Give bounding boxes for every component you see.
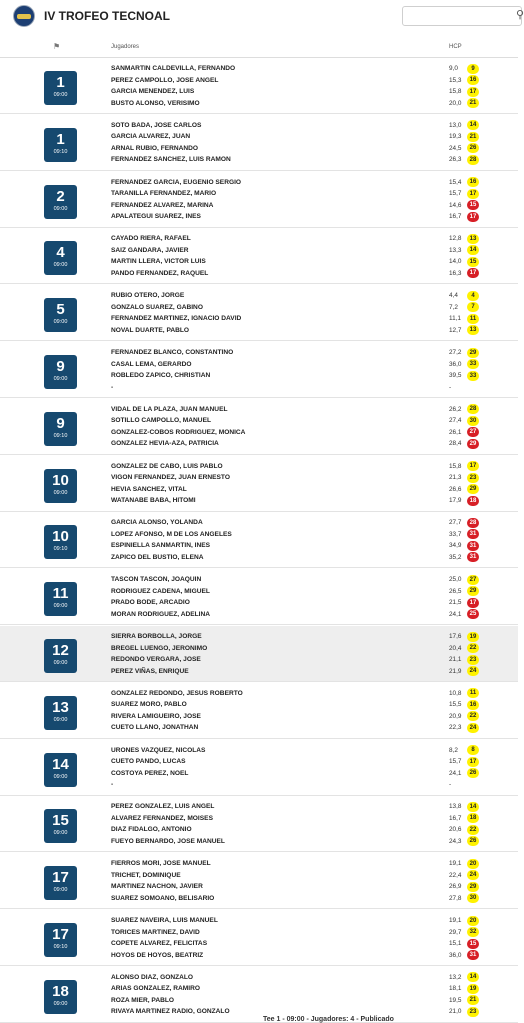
- playing-handicap-badge: 17: [467, 598, 479, 608]
- player-name: ALONSO DIAZ, GONZALO: [111, 973, 194, 981]
- player-name: -: [111, 383, 114, 391]
- player-hcp: 26,3: [449, 156, 462, 164]
- player-name: FIERROS MORI, JOSE MANUEL: [111, 860, 211, 868]
- tee-time: 09:00: [53, 1000, 68, 1007]
- player-name: FERNANDEZ MARTINEZ, IGNACIO DAVID: [111, 315, 242, 323]
- player-hcp: 19,1: [449, 917, 462, 924]
- tee-badge: [44, 469, 77, 503]
- tee-group[interactable]: [0, 683, 518, 739]
- tee-time: 09:00: [53, 376, 68, 382]
- tee-badge: [44, 753, 77, 787]
- playing-handicap-badge: 26: [467, 836, 479, 846]
- player-hcp: 7,2: [449, 303, 458, 311]
- tee-number: 14: [52, 755, 69, 773]
- player-hcp: 15,5: [449, 701, 462, 709]
- playing-handicap-badge: 13: [467, 325, 479, 335]
- player-name: ZAPICO DEL BUSTIO, ELENA: [111, 553, 204, 561]
- tee-number: 1: [56, 130, 65, 148]
- tee-badge: [44, 980, 77, 1014]
- player-hcp: 24,1: [449, 610, 462, 618]
- playing-handicap-badge: 24: [467, 870, 479, 880]
- playing-handicap-badge: 29: [467, 586, 479, 596]
- player-hcp: 19,5: [449, 996, 462, 1004]
- tee-time: 09:10: [53, 432, 68, 439]
- player-hcp: 12,7: [449, 326, 462, 334]
- tee-group[interactable]: [0, 853, 518, 909]
- player-hcp: 27,8: [449, 894, 462, 902]
- tee-badge: [44, 128, 77, 162]
- tee-time: 09:00: [53, 603, 68, 610]
- player-hcp: 29,7: [449, 928, 462, 936]
- tee-time: 09:00: [53, 716, 68, 723]
- player-hcp: 16,7: [449, 814, 462, 822]
- player-hcp: 21,1: [449, 656, 462, 663]
- playing-handicap-badge: 26: [467, 768, 479, 778]
- player-hcp: 21,0: [449, 1008, 462, 1016]
- player-hcp: 28,4: [449, 440, 462, 448]
- playing-handicap-badge: 20: [467, 916, 479, 926]
- player-hcp: 26,9: [449, 883, 462, 891]
- player-hcp: 8,2: [449, 746, 458, 754]
- tee-time: 09:00: [53, 660, 68, 666]
- player-name: BUSTO ALONSO, VERISIMO: [111, 99, 200, 107]
- player-name: MARTIN LLERA, VICTOR LUIS: [111, 258, 206, 266]
- player-hcp: -: [449, 383, 452, 391]
- tee-badge: [44, 923, 77, 957]
- tee-number: 10: [52, 528, 69, 546]
- playing-handicap-badge: 8: [467, 745, 479, 755]
- player-hcp: 12,8: [449, 235, 462, 243]
- tee-number: 2: [56, 187, 65, 205]
- playing-handicap-badge: 20: [467, 859, 479, 869]
- tee-number: 9: [56, 358, 65, 375]
- player-hcp: 14,6: [449, 201, 462, 209]
- playing-handicap-badge: 25: [467, 609, 479, 619]
- tee-badge: [44, 298, 77, 332]
- player-hcp: 26,2: [449, 405, 462, 413]
- player-hcp: 16,3: [449, 269, 462, 277]
- tee-group[interactable]: [0, 285, 518, 341]
- player-hcp: 13,8: [449, 803, 462, 811]
- tee-number: 13: [52, 698, 69, 716]
- player-name: FERNANDEZ ALVAREZ, MARINA: [111, 201, 214, 209]
- player-name: RODRIGUEZ CADENA, MIGUEL: [111, 587, 210, 595]
- player-name: SAIZ GANDARA, JAVIER: [111, 246, 189, 254]
- player-name: ROBLEDO ZAPICO, CHRISTIAN: [111, 372, 211, 379]
- playing-handicap-badge: 28: [467, 155, 479, 165]
- tee-number: 11: [52, 585, 69, 603]
- player-hcp: 34,9: [449, 542, 462, 550]
- tee-group[interactable]: [0, 58, 518, 114]
- player-hcp: 15,7: [449, 190, 462, 198]
- playing-handicap-badge: 21: [467, 98, 479, 108]
- player-name: MORAN RODRIGUEZ, ADELINA: [111, 610, 211, 618]
- player-name: GONZALEZ REDONDO, JESUS ROBERTO: [111, 689, 243, 697]
- player-hcp: 36,0: [449, 951, 462, 959]
- player-name: RUBIO OTERO, JORGE: [111, 292, 185, 300]
- tee-badge: [44, 185, 77, 219]
- playing-handicap-badge: 24: [467, 666, 479, 676]
- tee-group[interactable]: [0, 569, 518, 625]
- playing-handicap-badge: 33: [467, 371, 479, 381]
- player-name: REDONDO VERGARA, JOSE: [111, 656, 201, 663]
- page-title: IV TROFEO TECNOAL: [44, 9, 170, 23]
- playing-handicap-badge: 13: [467, 234, 479, 244]
- tee-badge: [44, 355, 77, 389]
- player-name: TARANILLA FERNANDEZ, MARIO: [111, 190, 217, 198]
- player-hcp: 17,9: [449, 497, 462, 505]
- tee-badge: [44, 809, 77, 843]
- player-hcp: 14,0: [449, 258, 462, 266]
- player-hcp: 36,0: [449, 360, 462, 368]
- player-name: COSTOYA PEREZ, NOEL: [111, 769, 189, 777]
- playing-handicap-badge: 33: [467, 359, 479, 369]
- player-name: FUEYO BERNARDO, JOSE MANUEL: [111, 837, 225, 845]
- player-name: GONZALEZ DE CABO, LUIS PABLO: [111, 462, 223, 470]
- player-hcp: 16,7: [449, 213, 462, 221]
- tee-group[interactable]: [0, 796, 518, 852]
- tee-badge: [44, 582, 77, 616]
- player-hcp: 24,1: [449, 769, 462, 777]
- player-name: SUAREZ MORO, PABLO: [111, 701, 187, 709]
- column-header-jugadores: Jugadores: [111, 44, 140, 50]
- playing-handicap-badge: 11: [467, 314, 479, 324]
- player-hcp: 15,3: [449, 76, 462, 84]
- search-icon[interactable]: ⚲: [516, 9, 524, 21]
- column-header-row: [0, 34, 518, 58]
- player-hcp: 20,9: [449, 712, 462, 720]
- player-name: NOVAL DUARTE, PABLO: [111, 326, 190, 334]
- playing-handicap-badge: 7: [467, 302, 479, 312]
- playing-handicap-badge: 22: [467, 711, 479, 721]
- playing-handicap-badge: 17: [467, 87, 479, 97]
- playing-handicap-badge: 15: [467, 257, 479, 267]
- playing-handicap-badge: 22: [467, 643, 479, 653]
- player-name: RIVAYA MARTINEZ RADIO, GONZALO: [111, 1008, 230, 1016]
- player-name: HEVIA SANCHEZ, VITAL: [111, 485, 187, 493]
- player-name: GONZALO SUAREZ, GABINO: [111, 303, 203, 311]
- player-name: GARCIA ALONSO, YOLANDA: [111, 519, 203, 527]
- tee-number: 17: [52, 869, 69, 887]
- player-hcp: 33,7: [449, 530, 462, 538]
- player-hcp: 26,6: [449, 485, 462, 493]
- playing-handicap-badge: 14: [467, 802, 479, 812]
- playing-handicap-badge: 15: [467, 939, 479, 949]
- tee-time: 09:10: [53, 148, 68, 155]
- player-name: TRICHET, DOMINIQUE: [111, 871, 181, 879]
- player-hcp: 21,5: [449, 599, 462, 607]
- tee-time: 09:00: [53, 262, 68, 269]
- player-hcp: 10,8: [449, 689, 462, 697]
- player-hcp: -: [449, 781, 452, 789]
- playing-handicap-badge: 17: [467, 461, 479, 471]
- player-name: SUAREZ SOMOANO, BELISARIO: [111, 894, 215, 902]
- playing-handicap-badge: 27: [467, 427, 479, 437]
- playing-handicap-badge: 30: [467, 893, 479, 903]
- flag-icon: ⚑: [53, 42, 61, 51]
- tee-group[interactable]: [0, 626, 518, 682]
- player-name: TORICES MARTINEZ, DAVID: [111, 928, 200, 936]
- playing-handicap-badge: 24: [467, 723, 479, 733]
- playing-handicap-badge: 23: [467, 1007, 479, 1017]
- tee-group[interactable]: [0, 115, 518, 171]
- tee-number: 12: [52, 642, 69, 659]
- player-hcp: 15,1: [449, 940, 462, 947]
- tee-time: 09:00: [53, 205, 68, 212]
- tee-group[interactable]: [0, 456, 518, 512]
- search-input[interactable]: [402, 6, 522, 26]
- tee-number: 18: [52, 982, 69, 1000]
- tee-time: 09:10: [53, 546, 68, 553]
- player-hcp: 24,5: [449, 144, 462, 152]
- tee-badge: [44, 696, 77, 730]
- tee-time: 09:00: [53, 92, 68, 98]
- player-name: CAYADO RIERA, RAFAEL: [111, 235, 191, 243]
- playing-handicap-badge: 30: [467, 416, 479, 426]
- club-logo-icon: [13, 5, 35, 27]
- playing-handicap-badge: 15: [467, 200, 479, 210]
- player-name: PEREZ GONZALEZ, LUIS ANGEL: [111, 803, 215, 811]
- playing-handicap-badge: 21: [467, 132, 479, 142]
- player-hcp: 26,1: [449, 428, 462, 436]
- player-hcp: 18,1: [449, 985, 462, 993]
- playing-handicap-badge: 31: [467, 529, 479, 539]
- tee-number: 17: [52, 926, 69, 943]
- player-hcp: 15,7: [449, 758, 462, 766]
- player-name: URONES VAZQUEZ, NICOLAS: [111, 746, 206, 754]
- playing-handicap-badge: 27: [467, 575, 479, 585]
- player-name: PRADO BODE, ARCADIO: [111, 599, 190, 607]
- player-hcp: 22,3: [449, 724, 462, 732]
- player-name: ROZA MIER, PABLO: [111, 996, 175, 1004]
- player-name: GARCIA ALVAREZ, JUAN: [111, 133, 191, 141]
- tee-group[interactable]: [0, 967, 518, 1023]
- player-name: CUETO PANDO, LUCAS: [111, 758, 186, 766]
- playing-handicap-badge: 17: [467, 268, 479, 278]
- tee-badge: [44, 525, 77, 559]
- tee-time: 09:00: [53, 773, 68, 780]
- player-name: FERNANDEZ BLANCO, CONSTANTINO: [111, 349, 234, 356]
- player-hcp: 19,1: [449, 860, 462, 868]
- playing-handicap-badge: 17: [467, 757, 479, 767]
- player-name: SOTILLO CAMPOLLO, MANUEL: [111, 417, 211, 425]
- tee-badge: [44, 639, 77, 673]
- player-hcp: 13,3: [449, 246, 462, 254]
- column-header-hcp: HCP: [449, 44, 462, 50]
- tee-number: 15: [52, 812, 69, 830]
- player-hcp: 27,7: [449, 519, 462, 527]
- tee-group[interactable]: [0, 342, 518, 398]
- player-name: SANMARTIN CALDEVILLA, FERNANDO: [111, 65, 236, 72]
- header-bar: [0, 0, 524, 34]
- player-name: ARNAL RUBIO, FERNANDO: [111, 144, 199, 152]
- playing-handicap-badge: 9: [467, 64, 479, 74]
- tee-time: 09:00: [53, 319, 68, 326]
- player-name: ALVAREZ FERNANDEZ, MOISES: [111, 814, 213, 822]
- player-hcp: 20,4: [449, 644, 462, 652]
- tee-time: 09:00: [53, 489, 68, 496]
- player-hcp: 35,2: [449, 553, 462, 561]
- playing-handicap-badge: 28: [467, 518, 479, 528]
- player-name: PEREZ VIÑAS, ENRIQUE: [111, 667, 189, 675]
- playing-handicap-badge: 23: [467, 473, 479, 483]
- player-name: -: [111, 781, 114, 789]
- player-hcp: 20,6: [449, 826, 462, 834]
- player-name: VIGON FERNANDEZ, JUAN ERNESTO: [111, 474, 230, 482]
- player-hcp: 27,2: [449, 349, 462, 356]
- playing-handicap-badge: 16: [467, 700, 479, 710]
- tee-badge: [44, 412, 77, 446]
- player-hcp: 27,4: [449, 417, 462, 425]
- player-name: APALATEGUI SUAREZ, INES: [111, 213, 201, 221]
- player-hcp: 26,5: [449, 587, 462, 595]
- tee-time: 09:00: [53, 887, 68, 894]
- playing-handicap-badge: 32: [467, 927, 479, 937]
- player-name: TASCON TASCON, JOAQUIN: [111, 576, 202, 584]
- tee-badge: [44, 241, 77, 275]
- playing-handicap-badge: 26: [467, 143, 479, 153]
- tee-badge: [44, 71, 77, 105]
- playing-handicap-badge: 4: [467, 291, 479, 301]
- tee-number: 4: [56, 244, 65, 262]
- player-name: BREGEL LUENGO, JERONIMO: [111, 644, 208, 652]
- player-name: LOPEZ AFONSO, M DE LOS ANGELES: [111, 530, 232, 538]
- tee-number: 1: [56, 74, 65, 91]
- footer-text: Tee 1 - 09:00 - Jugadores: 4 - Publicado: [263, 1016, 394, 1023]
- playing-handicap-badge: 11: [467, 688, 479, 698]
- playing-handicap-badge: 29: [467, 882, 479, 892]
- playing-handicap-badge: 31: [467, 541, 479, 551]
- playing-handicap-badge: 14: [467, 120, 479, 130]
- playing-handicap-badge: 16: [467, 75, 479, 85]
- player-name: FERNANDEZ GARCIA, EUGENIO SERGIO: [111, 178, 242, 186]
- playing-handicap-badge: 17: [467, 212, 479, 222]
- playing-handicap-badge: 28: [467, 404, 479, 414]
- playing-handicap-badge: 21: [467, 995, 479, 1005]
- player-name: SOTO BADA, JOSE CARLOS: [111, 121, 202, 129]
- player-name: DIAZ FIDALGO, ANTONIO: [111, 826, 192, 834]
- player-hcp: 25,0: [449, 576, 462, 584]
- player-name: CUETO LLANO, JONATHAN: [111, 724, 199, 732]
- player-hcp: 15,8: [449, 88, 462, 95]
- player-hcp: 13,2: [449, 973, 462, 981]
- playing-handicap-badge: 14: [467, 972, 479, 982]
- player-name: GONZALEZ HEVIA-AZA, PATRICIA: [111, 440, 219, 448]
- player-name: CASAL LEMA, GERARDO: [111, 360, 192, 368]
- playing-handicap-badge: 29: [467, 348, 479, 358]
- playing-handicap-badge: 23: [467, 655, 479, 665]
- tee-group[interactable]: [0, 512, 518, 568]
- playing-handicap-badge: 22: [467, 825, 479, 835]
- player-name: VIDAL DE LA PLAZA, JUAN MANUEL: [111, 405, 228, 413]
- tee-badge: [44, 866, 77, 900]
- player-hcp: 17,6: [449, 633, 462, 640]
- player-name: HOYOS DE HOYOS, BEATRIZ: [111, 951, 204, 959]
- playing-handicap-badge: 17: [467, 189, 479, 199]
- player-name: COPETE ALVAREZ, FELICITAS: [111, 940, 208, 947]
- player-hcp: 13,0: [449, 121, 462, 129]
- tee-group[interactable]: [0, 228, 518, 284]
- player-hcp: 4,4: [449, 292, 458, 300]
- playing-handicap-badge: 14: [467, 245, 479, 255]
- tee-number: 5: [56, 301, 65, 319]
- tee-group[interactable]: [0, 910, 518, 966]
- playing-handicap-badge: 29: [467, 439, 479, 449]
- playing-handicap-badge: 16: [467, 177, 479, 187]
- tee-time: 09:00: [53, 830, 68, 837]
- player-name: RIVERA LAMIGUEIRO, JOSE: [111, 712, 201, 720]
- player-hcp: 15,8: [449, 462, 462, 470]
- tee-number: 10: [52, 471, 69, 489]
- tee-number: 9: [56, 414, 65, 432]
- playing-handicap-badge: 31: [467, 552, 479, 562]
- player-hcp: 20,0: [449, 99, 462, 107]
- tee-group[interactable]: [0, 399, 518, 455]
- player-name: PEREZ CAMPOLLO, JOSE ANGEL: [111, 76, 219, 84]
- tee-group[interactable]: [0, 740, 518, 796]
- player-hcp: 21,3: [449, 474, 462, 482]
- player-hcp: 11,1: [449, 315, 461, 323]
- player-name: ARIAS GONZALEZ, RAMIRO: [111, 985, 201, 993]
- player-hcp: 39,5: [449, 372, 462, 379]
- tee-group[interactable]: [0, 172, 518, 228]
- tee-time: 09:10: [53, 944, 68, 950]
- player-name: SIERRA BORBOLLA, JORGE: [111, 633, 202, 640]
- player-name: GONZALEZ-COBOS RODRIGUEZ, MONICA: [111, 428, 246, 436]
- playing-handicap-badge: 18: [467, 496, 479, 506]
- player-name: GARCIA MENENDEZ, LUIS: [111, 88, 195, 95]
- player-hcp: 19,3: [449, 133, 462, 141]
- player-name: FERNANDEZ SANCHEZ, LUIS RAMON: [111, 156, 231, 164]
- player-name: MARTINEZ NACHON, JAVIER: [111, 883, 203, 891]
- player-hcp: 24,3: [449, 837, 462, 845]
- playing-handicap-badge: 29: [467, 484, 479, 494]
- player-hcp: 9,0: [449, 65, 458, 72]
- player-name: SUAREZ NAVEIRA, LUIS MANUEL: [111, 917, 218, 924]
- playing-handicap-badge: 31: [467, 950, 479, 960]
- player-name: ESPINIELLA SANMARTIN, INES: [111, 542, 211, 550]
- player-hcp: 22,4: [449, 871, 462, 879]
- player-name: PANDO FERNANDEZ, RAQUEL: [111, 269, 209, 277]
- playing-handicap-badge: 18: [467, 813, 479, 823]
- player-name: WATANABE BABA, HITOMI: [111, 497, 196, 505]
- player-hcp: 15,4: [449, 178, 462, 186]
- playing-handicap-badge: 19: [467, 984, 479, 994]
- playing-handicap-badge: 19: [467, 632, 479, 642]
- player-hcp: 21,9: [449, 667, 462, 675]
